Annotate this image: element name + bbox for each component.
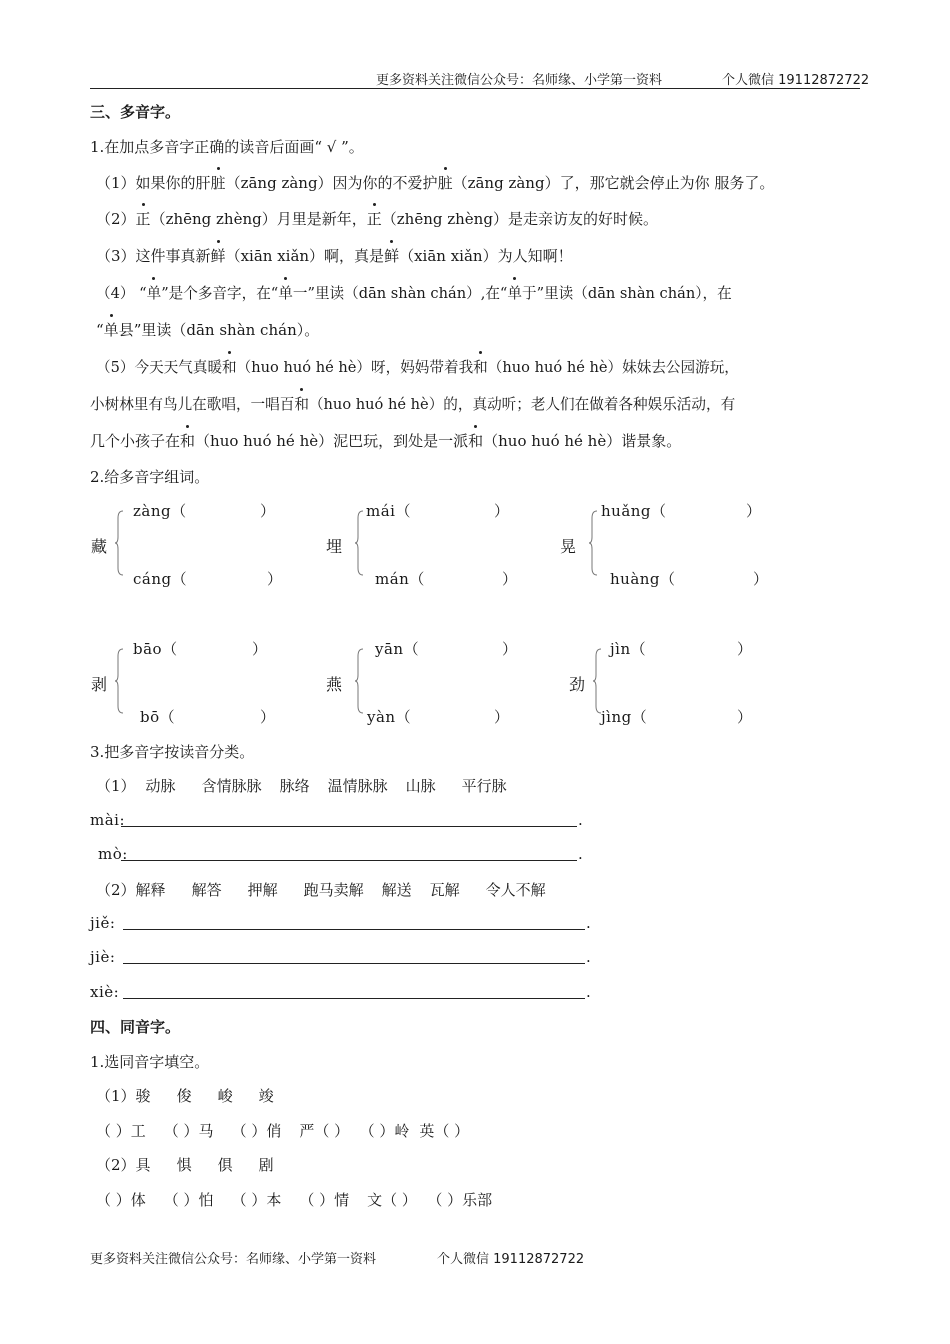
q1-item5-line3: 几个小孩子在和（huo huó hé hè）泥巴玩，到处是一派和（huo huó hé hè）谐景象。 <box>90 432 682 450</box>
s4-p1-blanks[interactable]: （ ）工 （ ）马 （ ）俏 严（ ） （ ）岭 英（ ） <box>96 1122 470 1140</box>
q3-group2-words: （2）解释 解答 押解 跑马卖解 解送 瓦解 令人不解 <box>96 881 546 899</box>
line-label-mo: mò: <box>98 845 128 863</box>
s4-p2-blanks[interactable]: （ ）体 （ ）怕 （ ）本 （ ）情 文（ ） （ ）乐部 <box>96 1191 493 1209</box>
dotted-char: 和 <box>294 393 309 414</box>
answer-line-mo[interactable] <box>121 860 577 861</box>
dotted-char: 单 <box>507 282 522 303</box>
s4-p1-chars: （1）骏 俊 峻 竣 <box>96 1087 274 1105</box>
pinyin-top: mái（ <box>366 502 411 520</box>
pinyin-bottom: huàng（ <box>610 570 676 588</box>
dotted-char: 单 <box>278 282 293 303</box>
pinyin-top: zàng（ <box>133 502 187 520</box>
q1-item4-line1: （4） “单”是个多音字，在“单一”里读（dān shàn chán）,在“单于”里读（dān shàn chán），在 <box>96 282 732 303</box>
pinyin-top: huǎng（ <box>601 502 667 520</box>
footer-left: 更多资料关注微信公众号：名师缘、小学第一资料 <box>90 1252 377 1267</box>
paren-close: ） <box>252 640 268 658</box>
q3-title: 3.把多音字按读音分类。 <box>90 743 255 761</box>
pinyin-bottom: mán（ <box>375 570 425 588</box>
dotted-char: 和 <box>473 356 488 377</box>
brace-icon <box>354 648 364 714</box>
period: . <box>578 845 583 863</box>
pinyin-bottom: yàn（ <box>367 708 412 726</box>
line-label-mai: mài: <box>90 811 126 829</box>
q1-item4-line2: “单县”里读（dān shàn chán）。 <box>96 321 320 339</box>
pinyin-top: bāo（ <box>133 640 178 658</box>
poly-char: 劲 <box>569 675 586 694</box>
brace-icon <box>114 510 124 576</box>
period: . <box>586 948 591 966</box>
dotted-char: 和 <box>180 432 196 450</box>
q1-item1: （1）如果你的肝脏（zāng zàng）因为你的不爱护脏（zāng zàng）了，那它就会停止为你 服务了。 <box>96 174 775 192</box>
dotted-char: 鲜 <box>384 247 400 265</box>
brace-icon <box>592 648 602 714</box>
paren-close: ） <box>753 570 769 588</box>
dotted-char: 单 <box>103 321 119 339</box>
q2-title: 2.给多音字组词。 <box>90 468 210 486</box>
brace-icon <box>114 648 124 714</box>
poly-char: 埋 <box>326 537 343 556</box>
header-right: 个人微信 19112872722 <box>722 73 870 88</box>
header-rule <box>90 88 860 89</box>
dotted-char: 正 <box>135 210 151 228</box>
dotted-char: 脏 <box>437 174 453 192</box>
brace-icon <box>354 510 364 576</box>
dotted-char: 和 <box>468 432 484 450</box>
paren-close: ） <box>260 708 276 726</box>
pinyin-bottom: bō（ <box>140 708 176 726</box>
poly-char: 藏 <box>91 537 108 556</box>
answer-line-mai[interactable] <box>121 826 577 827</box>
header-left: 更多资料关注微信公众号：名师缘、小学第一资料 <box>376 73 663 88</box>
s4-q1-title: 1.选同音字填空。 <box>90 1053 210 1071</box>
period: . <box>586 914 591 932</box>
q3-group1-words: （1） 动脉 含情脉脉 脉络 温情脉脉 山脉 平行脉 <box>96 777 507 795</box>
q1-item5-line2: 小树林里有鸟儿在歌唱，一唱百和（huo huó hé hè）的，真动听；老人们在做着各种娱乐活动，有 <box>90 393 735 414</box>
poly-char: 剥 <box>91 675 108 694</box>
q1-item5-line1: （5）今天天气真暖和（huo huó hé hè）呀，妈妈带着我和（huo huó hé hè）妹妹去公园游玩， <box>96 356 739 377</box>
paren-close: ） <box>737 708 753 726</box>
paren-close: ） <box>737 640 753 658</box>
paren-close: ） <box>494 502 510 520</box>
answer-line-jie3[interactable] <box>123 929 585 930</box>
dotted-char: 和 <box>222 356 237 377</box>
period: . <box>578 811 583 829</box>
answer-line-xie[interactable] <box>123 998 585 999</box>
section3-title: 三、多音字。 <box>90 103 181 121</box>
dotted-char: 单 <box>147 282 162 303</box>
paren-close: ） <box>267 570 283 588</box>
paren-close: ） <box>502 640 518 658</box>
section4-title: 四、同音字。 <box>90 1018 181 1036</box>
paren-close: ） <box>502 570 518 588</box>
brace-icon <box>588 510 598 576</box>
q1-item3: （3）这件事真新鲜（xiān xiǎn）啊，真是鲜（xiān xiǎn）为人知啊！ <box>96 247 573 265</box>
line-label-xie: xiè: <box>90 983 120 1001</box>
pinyin-top: yān（ <box>375 640 420 658</box>
paren-close: ） <box>746 502 762 520</box>
pinyin-bottom: cáng（ <box>133 570 188 588</box>
line-label-jie4: jiè: <box>90 948 116 966</box>
footer-right: 个人微信 19112872722 <box>437 1252 585 1267</box>
paren-close: ） <box>260 502 276 520</box>
q1-item2: （2）正（zhēng zhèng）月里是新年，正（zhēng zhèng）是走亲访友的好时候。 <box>96 210 658 228</box>
line-label-jie3: jiě: <box>90 914 116 932</box>
answer-line-jie4[interactable] <box>123 963 585 964</box>
dotted-char: 鲜 <box>210 247 226 265</box>
dotted-char: 正 <box>366 210 382 228</box>
paren-close: ） <box>494 708 510 726</box>
s4-p2-chars: （2）具 惧 俱 剧 <box>96 1156 274 1174</box>
poly-char: 晃 <box>560 537 577 556</box>
dotted-char: 脏 <box>210 174 226 192</box>
poly-char: 燕 <box>326 675 343 694</box>
pinyin-bottom: jìng（ <box>601 708 648 726</box>
q1-title: 1.在加点多音字正确的读音后面画“ √ ”。 <box>90 138 364 156</box>
period: . <box>586 983 591 1001</box>
pinyin-top: jìn（ <box>610 640 647 658</box>
